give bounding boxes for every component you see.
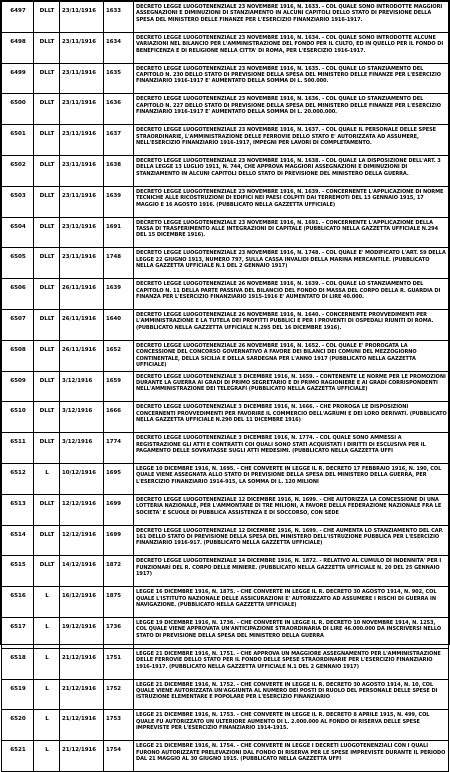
act-date: 23/11/1916: [60, 94, 104, 125]
act-description-text: LEGGE 16 DICEMBRE 1916, N. 1875. - CHE CONVERTE IN LEGGE IL R. DECRETO 30 AGOSTO 1914, N. 902, COL QUALE L'ISTITUTO NAZIONALE DELLE ASSICURAZIONI E' AUTORIZZATO AD ASSUMERE I RISCHI DI GUERRA IN NAVIGAZIONE. (PUBBLICATO NELLA GAZZETTA UFFICIALE): [136, 589, 437, 608]
table-row: [2, 556, 449, 587]
decree-table: [1, 1, 449, 772]
act-number: 1752: [104, 679, 134, 710]
act-description: [134, 32, 449, 63]
record-number: 6512: [2, 463, 34, 494]
table-row: [2, 741, 449, 772]
act-type: L: [34, 463, 60, 494]
act-description-text: DECRETO LEGGE LUOGOTENENZIALE 3 DICEMBRE 1916, N. 1666. - CHE PROROGA LE DISPOSIZIONI CONCERNENTI PROVVEDIMENTI PER FAVORIRE IL COMMERCIO DELL'AGRUMI E DEI LORO DERIVATI. (PUBBLICATO NELLA GAZZETTA UFFICIALE N.290 DEL 11 DICEMBRE 1916): [136, 404, 447, 424]
act-description-text: DECRETO LEGGE LUOGOTENENZIALE 12 DICEMBRE 1916, N. 1699. - CHE AUTORIZZA LA CONCESSIONE DI UNA LOTTERIA NAZIONALE, PER L'AMMONTARE DI TRE MILIONI, A FAVORE DELLA FEDERAZIONE NAZIONALE FRA LE SOCIETA' E SCUOLE DI PUBBLICA ASSISTENZA E DI SOCCORSO, CON SEDE: [136, 496, 442, 516]
table-row: [2, 32, 449, 63]
act-type: L: [34, 741, 60, 772]
record-number: 6519: [2, 679, 34, 710]
act-date: 21/12/1916: [60, 679, 104, 710]
record-number: 6497: [2, 2, 34, 33]
act-number: 1637: [104, 125, 134, 156]
record-number: 6511: [2, 433, 34, 464]
act-description: [134, 525, 449, 556]
table-row: [2, 402, 449, 433]
act-description-text: DECRETO LEGGE LUOGOTENENZIALE 26 NOVEMBRE 1916, N. 1652. - COL QUALE E' PROROGATA LA CONCESSIONE DEL CONCORSO GOVERNATIVO A FAVORE DEI BILANCI DEI COMUNI DEL MEZZOGIORNO CONTINENTALE, DELLA SICILIA E DELLA SARDEGNA PER L'ANNO 1917 (PUBBLICATO NELLA GAZZETTA UFFICIALE): [136, 342, 417, 368]
act-date: 26/11/1916: [60, 340, 104, 371]
act-description-text: DECRETO LEGGE LUOGOTENENZIALE 23 NOVEMBRE 1916, N. 1639. - CONCERNENTE L'APPLICAZIONE DI NORME TECNICHE ALLE RICOSTRUZIONI DI EDIFICI NEI PAESI COLPITI DAI TERREMOTI DEL 13 GENNAIO 1915, 17 MAGGIO E 16 AGOSTO 1916. (PUBBLICATO NELLA GAZZETTA UFFICIALE): [136, 188, 444, 208]
act-description: [134, 125, 449, 156]
act-description: [134, 741, 449, 772]
act-description: [134, 587, 449, 618]
act-description: [134, 433, 449, 464]
act-date: 3/12/1916: [60, 433, 104, 464]
act-date: 21/12/1916: [60, 648, 104, 679]
act-number: 1638: [104, 155, 134, 186]
act-type: DLLT: [34, 186, 60, 217]
act-description: [134, 63, 449, 94]
act-date: 10/12/1916: [60, 463, 104, 494]
act-type: DLLT: [34, 525, 60, 556]
act-date: 23/11/1916: [60, 248, 104, 279]
table-row: [2, 494, 449, 525]
act-type: DLLT: [34, 279, 60, 310]
record-number: 6510: [2, 402, 34, 433]
act-description-text: LEGGE 21 DICEMBRE 1916, N. 1753. - CHE CONVERTE IN LEGGE IL R. DECRETO 8 APRILE 1915, N. 499, COL QUALE FU AUTORIZZATO UN ULTERIORE AUMENTO DI L. 2.000.000 AL FONDO DI RISERVA DELLE SPESE IMPREVISTE PER L'ESERCIZIO FINANZIARIO 1914-1915.: [136, 712, 430, 732]
table-row: [2, 125, 449, 156]
act-description: [134, 2, 449, 33]
act-description: [134, 463, 449, 494]
table-row: [2, 617, 449, 648]
record-number: 6503: [2, 186, 34, 217]
act-description-text: LEGGE 19 DICEMBRE 1916, N. 1736. - CHE CONVERTE IN LEGGE IL R. DECRETO 10 NOVEMBRE 1914, N. 1253, COL QUALE VIENE APPROVATA UN'ANTICIPAZIONE STRAORDINARIA DI LIRE 46.000.000 DA INSCRIVERSI NELLO STATO DI PREVISIONE DELLA SPESA DEL MINISTERO DELLA GUERRA: [136, 619, 442, 639]
table-row: [2, 279, 449, 310]
act-type: L: [34, 617, 60, 648]
act-description: [134, 402, 449, 433]
record-number: 6498: [2, 32, 34, 63]
table-row: [2, 63, 449, 94]
table-row: [2, 248, 449, 279]
act-number: 1639: [104, 186, 134, 217]
act-type: L: [34, 679, 60, 710]
act-number: 1736: [104, 617, 134, 648]
act-type: DLLT: [34, 63, 60, 94]
act-number: 1640: [104, 309, 134, 340]
act-description: [134, 371, 449, 402]
act-description: [134, 648, 449, 679]
act-number: 1695: [104, 463, 134, 494]
act-date: 3/12/1916: [60, 402, 104, 433]
act-description: [134, 679, 449, 710]
act-date: 14/12/1916: [60, 556, 104, 587]
act-description-text: LEGGE 21 DICEMBRE 1916, N. 1752. - CHE CONVERTE IN LEGGE IL R. DECRETO 30 AGOSTO 1914, N. 10, COL QUALE VIENE AUTORIZZATA UN'AGGIUNTA AL NUMERO DEI POSTI DI RUOLO DEL PERSONALE DELLE SPESE DI ISTRUZIONE ELEMENTARE E POPOLARE PER L'ESERCIZIO FINANZIARIO: [136, 681, 438, 701]
record-number: 6508: [2, 340, 34, 371]
act-type: L: [34, 648, 60, 679]
act-description-text: DECRETO LEGGE LUOGOTENENZIALE 26 NOVEMBRE 1916, N. 1639. - COL QUALE LO STANZIAMENTO DEL CAPITOLO N. 11 DELLA PARTE PASSIVA DEL BILANCIO DEL FONDO DI MASSA DEL CORPO DELLA R. GUARDIA DI FINANZA PER L'ESERCIZIO FINANZIARIO 1915-1916 E' AUMENTATO DI LIRE 40.000.: [136, 281, 441, 300]
record-number: 6515: [2, 556, 34, 587]
act-number: 1751: [104, 648, 134, 679]
act-number: 1633: [104, 2, 134, 33]
act-date: 21/12/1916: [60, 741, 104, 772]
act-type: DLLT: [34, 371, 60, 402]
record-number: 6518: [2, 648, 34, 679]
table-row: [2, 155, 449, 186]
act-number: 1699: [104, 525, 134, 556]
act-description-text: DECRETO LEGGE LUOGOTENENZIALE 23 NOVEMBRE 1916, N. 1633. - COL QUALE SONO INTRODOTTE MAGGIORI ASSEGNAZIONI E DIMINUZIONI DI STANZIAMENTO IN ALCUNI CAPITOLI DELLO STATO DI PREVISIONE DELLA SPESA DEL MINISTERO DELLE FINANZE PER L'ESERCIZIO FINANZIARIO 1916-1917.: [136, 4, 443, 23]
act-type: DLLT: [34, 494, 60, 525]
act-description: [134, 710, 449, 741]
act-number: 1872: [104, 556, 134, 587]
record-number: 6501: [2, 125, 34, 156]
act-type: L: [34, 587, 60, 618]
act-description-text: DECRETO LEGGE LUOGOTENENZIALE 23 NOVEMBRE 1916, N. 1691. - CONCERNENTE L'APPLICAZIONE DELLA TASSA DI TRASFERIMENTO ALLE INTEGRAZIONI DI CAPITALE (PUBBLICATO NELLA GAZZETTA UFFICIALE N.294 DEL 15 DICEMBRE 1916).: [136, 219, 439, 239]
act-type: L: [34, 710, 60, 741]
act-type: DLLT: [34, 217, 60, 248]
table-row: [2, 525, 449, 556]
act-number: 1634: [104, 32, 134, 63]
act-description: [134, 186, 449, 217]
act-description-text: DECRETO LEGGE LUOGOTENENZIALE 23 NOVEMBRE 1916, N. 1634. - COL QUALE SONO INTRODOTTE ALCUNE VARIAZIONI NEL BILANCIO PER L'AMMINISTRAZIONE DEL FONDO PER IL CULTO, ED IN QUELLO PER IL FONDO DI BENEFICENZA E DI RELIGIONE NELLA CITTA' DI ROMA, PER L'ESERCIZIO 1916-1917.: [136, 34, 444, 54]
act-date: 12/12/1916: [60, 494, 104, 525]
act-type: DLLT: [34, 248, 60, 279]
act-date: 23/11/1916: [60, 186, 104, 217]
table-row: [2, 463, 449, 494]
act-description: [134, 248, 449, 279]
table-row: [2, 2, 449, 33]
act-number: 1666: [104, 402, 134, 433]
act-description: [134, 217, 449, 248]
table-row: [2, 710, 449, 741]
act-type: DLLT: [34, 556, 60, 587]
act-number: 1659: [104, 371, 134, 402]
act-type: DLLT: [34, 340, 60, 371]
record-number: 6516: [2, 587, 34, 618]
record-number: 6504: [2, 217, 34, 248]
table-row: [2, 371, 449, 402]
act-date: 23/11/1916: [60, 125, 104, 156]
record-number: 6502: [2, 155, 34, 186]
act-type: DLLT: [34, 402, 60, 433]
act-description-text: DECRETO LEGGE LUOGOTENENZIALE 14 DICEMBRE 1916, N. 1872. - RELATIVO AL CUMULO DI INDENNITA' PER I FUNZIONARI DEL R. CORPO DELLE MINIERE. (PUBBLICATO NELLA GAZZETTA UFFICIALE N. 20 DEL 25 GENNAIO 1917): [136, 558, 442, 578]
act-number: 1754: [104, 741, 134, 772]
act-description-text: DECRETO LEGGE LUOGOTENENZIALE 23 NOVEMBRE 1916, N. 1748. - COL QUALE E' MODIFICATO L'ART. 59 DELLA LEGGE 22 GIUGNO 1913, NUMERO 797, SULLA CASSA INVALIDI DELLA MARINA MERCANTILE. (PUBBLICATO NELLA GAZZETTA UFFICIALE N.1 DEL 2 GENNAIO 1917): [136, 250, 446, 270]
table-row: [2, 340, 449, 371]
record-number: 6499: [2, 63, 34, 94]
act-description: [134, 279, 449, 310]
act-date: 12/12/1916: [60, 525, 104, 556]
act-date: 3/12/1916: [60, 371, 104, 402]
record-number: 6505: [2, 248, 34, 279]
act-date: 23/11/1916: [60, 155, 104, 186]
table-row: [2, 587, 449, 618]
act-description: [134, 494, 449, 525]
act-date: 16/12/1916: [60, 587, 104, 618]
act-number: 1875: [104, 587, 134, 618]
act-description-text: DECRETO LEGGE LUOGOTENENZIALE 12 DICEMBRE 1916, N. 1699. - CHE AUMENTA LO STANZIAMENTO DEL CAP. 161 DELLO STATO DI PREVISIONE DELLA SPESA DEL MINISTERO DELL'ISTRUZIONE PUBBLICA PER L'ESERCIZIO FINANZIARIO 1916-917. (PUBBLICATO NELLA GAZZETTA UFFICIALE): [136, 527, 444, 547]
act-date: 23/11/1916: [60, 217, 104, 248]
act-type: DLLT: [34, 309, 60, 340]
table-row: [2, 217, 449, 248]
act-date: 26/11/1916: [60, 279, 104, 310]
act-date: 21/12/1916: [60, 710, 104, 741]
act-description-text: DECRETO LEGGE LUOGOTENENZIALE 23 NOVEMBRE 1916, N. 1635. - COL QUALE LO STANZIAMENTO DEL CAPITOLO N. 230 DELLO STATO DI PREVISIONE DELLA SPESA DEL MINISTERO DELLE FINANZE PER L'ESERCIZIO FINANZIARIO 1916-1917 E' AUMENTATO DELLA SOMMA DI L. 500.000.: [136, 65, 442, 85]
table-row: [2, 186, 449, 217]
act-description-text: DECRETO LEGGE LUOGOTENENZIALE 26 NOVEMBRE 1916, N. 1640. - CONCERNENTE PROVVEDIMENTI PER L'AMMINISTRAZIONE E LA TUTELA DEI PROFITTI PUBBLICI E PER I PROVENTI DI OSPEDALI RIUNITI DI ROMA. (PUBBLICATO NELLA GAZZETTA UFFICIALE N.295 DEL 16 DICEMBRE 1916).: [136, 311, 434, 331]
act-type: DLLT: [34, 433, 60, 464]
act-number: 1639: [104, 279, 134, 310]
act-description-text: DECRETO LEGGE LUOGOTENENZIALE 23 NOVEMBRE 1916, N. 1636. - COL QUALE LO STANZIAMENTO DEL CAPITOLO N. 227 DELLO STATO DI PREVISIONE DELLA SPESA DEL MINISTERO DELLE FINANZE PER L'ESERCIZIO FINANZIARIO 1916-1917 E' AUMENTATO DELLA SOMMA DI L. 20.000.000.: [136, 96, 442, 116]
record-number: 6513: [2, 494, 34, 525]
decree-table-body: [2, 2, 449, 772]
act-description-text: LEGGE 21 DICEMBRE 1916, N. 1754. - CHE CONVERTE IN LEGGE I DECRETI LUOGOTENENZIALI CON I QUALI FURONO AUTORIZZATE PRELEVAZIONI DAL FONDO DI RISERVA PER LE SPESE IMPREVISTE DURANTE IL PERIODO DAL 21 MAGGIO AL 30 GIUGNO 1915. (PUBBLICATO NELLA GAZZETTA UFFI: [136, 743, 446, 762]
act-number: 1699: [104, 494, 134, 525]
act-description-text: LEGGE 21 DICEMBRE 1916, N. 1751. - CHE APPROVA UN MAGGIORE ASSEGNAMENTO PER L'AMMINISTRAZIONE DELLE FERROVIE DELLO STATO PER IL FONDO DELLE SPESE STRAORDINARIE PER L'ESERCIZIO FINANZIARIO 1916-1917. (PUBBLICATO NELLA GAZZETTA UFFICIALE N.1 DEL 2 GENNAIO 1917): [136, 650, 441, 670]
record-number: 6521: [2, 741, 34, 772]
act-description-text: LEGGE 10 DICEMBRE 1916, N. 1695. - CHE CONVERTE IN LEGGE IL R. DECRETO 17 FEBBRAIO 1916, N. 190, COL QUALE VIENE ASSEGNATA ALLO STATO DI PREVISIONE DELLA SPESA DEL MINISTERO DELLA GUERRA, PER L'ESERCIZIO FINANZIARIO 1914-915, LA SOMMA DI L. 120 MILIONI: [136, 465, 442, 485]
act-description: [134, 309, 449, 340]
act-type: DLLT: [34, 94, 60, 125]
act-description-text: DECRETO LEGGE LUOGOTENENZIALE 3 DICEMBRE 1916, N. 1774. - COL QUALE SONO AMMESSI A REGISTRAZIONE GLI ATTI E CONTRATTI COI QUALI SONO STATI ACQUISTATI I DIRITTI DI ESCLUSIVA PER IL PAGAMENTO DELLE SOVRATASSE SUGLI ATTI MEDESIMI. (PUBBLICATO NELLA GAZZETTA UFFI: [136, 435, 426, 454]
record-number: 6517: [2, 617, 34, 648]
table-row: [2, 94, 449, 125]
act-description: [134, 340, 449, 371]
record-number: 6520: [2, 710, 34, 741]
record-number: 6514: [2, 525, 34, 556]
act-description: [134, 556, 449, 587]
table-row: [2, 679, 449, 710]
record-number: 6507: [2, 309, 34, 340]
act-date: 23/11/1916: [60, 63, 104, 94]
act-type: DLLT: [34, 155, 60, 186]
act-description-text: DECRETO LEGGE LUOGOTENENZIALE 23 NOVEMBRE 1916, N. 1638. - COL QUALE LA DISPOSIZIONE DELL'ART. 3 DELLA LEGGE 13 LUGLIO 1911, N. 744, CHE APPROVA MAGGIORI ASSEGNAZIONI E DIMINUZIONI DI STANZIAMENTO IN ALCUNI CAPITOLI DELLO STATO DI PREVISIONE DEL MINISTERO DELLA GUERRA.: [136, 157, 441, 177]
act-number: 1691: [104, 217, 134, 248]
act-description-text: DECRETO LEGGE LUOGOTENENZIALE 3 DICEMBRE 1916, N. 1659. - CONTENENTE LE NORME PER LE PROMOZIONI DURANTE LA GUERRA AI GRADI DI PRIMO SEGRETARIO E DI PRIMO RAGIONIERE E AI GRADI CORRISPONDENTI NELL'AMMINISTRAZIONE DEI TELEGRAFI (PUBBLICATO NELLA GAZZETTA UFFICIALE): [136, 373, 446, 393]
act-type: DLLT: [34, 32, 60, 63]
act-date: 23/11/1916: [60, 2, 104, 33]
act-number: 1652: [104, 340, 134, 371]
record-number: 6509: [2, 371, 34, 402]
act-date: 19/12/1916: [60, 617, 104, 648]
act-date: 23/11/1916: [60, 32, 104, 63]
record-number: 6506: [2, 279, 34, 310]
table-row: [2, 433, 449, 464]
act-type: DLLT: [34, 125, 60, 156]
act-number: 1636: [104, 94, 134, 125]
act-description: [134, 155, 449, 186]
act-number: 1774: [104, 433, 134, 464]
act-description-text: DECRETO LEGGE LUOGOTENENZIALE 23 NOVEMBRE 1916, N. 1637. - COL QUALE IL PERSONALE DELLE SPESE STRAORDINARIE, L'AMMINISTRAZIONE DELLE FERROVIE DELLO STATO E' AUTORIZZATA AD ASSUMERE, NELL'ESERCIZIO FINANZIARIO 1916-1917, IMPEGNI PER LAVORI DI COMPLETAMENTO.: [136, 127, 437, 146]
table-row: [2, 648, 449, 679]
table-row: [2, 309, 449, 340]
act-type: DLLT: [34, 2, 60, 33]
act-number: 1635: [104, 63, 134, 94]
act-number: 1748: [104, 248, 134, 279]
act-number: 1753: [104, 710, 134, 741]
act-description: [134, 94, 449, 125]
act-date: 26/11/1916: [60, 309, 104, 340]
record-number: 6500: [2, 94, 34, 125]
act-description: [134, 617, 449, 648]
